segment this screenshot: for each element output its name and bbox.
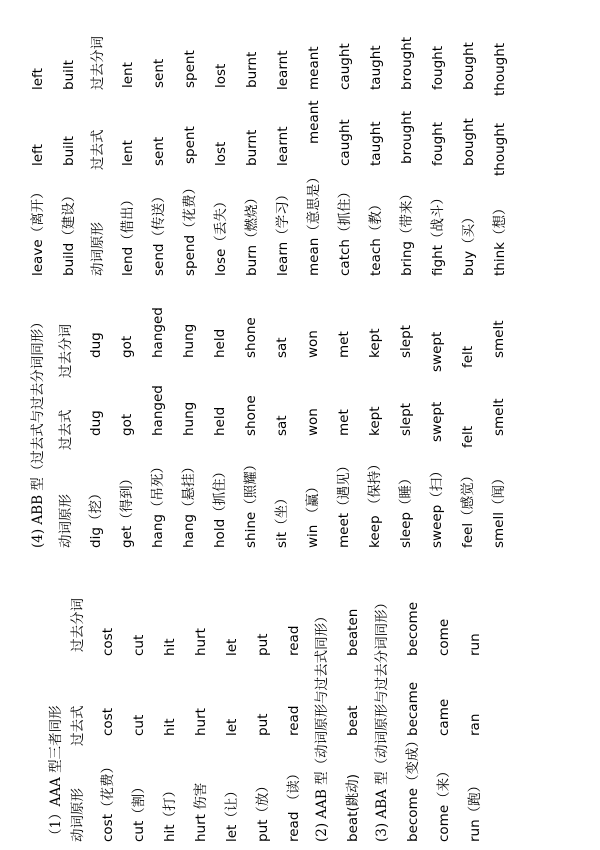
verb-past: kept (367, 406, 383, 436)
section-heading-aba: (3) ABA 型（动词原形与过去分词同形） (374, 595, 390, 842)
verb-past: thought (492, 122, 508, 176)
verb-past: lost (213, 141, 229, 166)
verb-past: lent (120, 140, 136, 166)
verb-pp: let (224, 638, 240, 656)
verb-base: hang（悬挂） (181, 460, 197, 548)
verb-pp: got (119, 335, 135, 358)
verb-past: let (224, 718, 240, 736)
verb-base: hold（抓住） (212, 464, 228, 548)
verb-base: put（放） (255, 779, 271, 842)
verb-past: cut (131, 714, 147, 736)
header-pp: 过去分词 (90, 36, 106, 90)
verb-base: burn（燃烧） (244, 191, 260, 276)
verb-base: cut（割） (131, 780, 147, 842)
verb-past: smelt (491, 398, 507, 436)
verb-base: hit（打） (162, 783, 178, 842)
verb-base: lose（丢失） (213, 194, 229, 276)
verb-base: hang（吊死） (150, 460, 166, 548)
header-base: 动词原形 (70, 788, 86, 842)
verb-pp: felt (460, 345, 476, 368)
header-past: 过去式 (90, 129, 106, 170)
verb-pp: burnt (244, 51, 260, 88)
verb-base: come（来） (436, 764, 452, 842)
verb-base: let（让） (224, 784, 240, 842)
verb-past: felt (460, 425, 476, 448)
verb-past: hit (162, 718, 178, 736)
verb-past: came (436, 698, 452, 736)
verb-pp: held (212, 328, 228, 358)
verb-past: became (405, 681, 421, 736)
verb-pp: become (405, 601, 421, 656)
verb-past: put (255, 713, 271, 736)
verb-pp: smelt (491, 320, 507, 358)
verb-pp: sat (274, 337, 290, 358)
verb-pp: hanged (150, 307, 166, 358)
verb-base: keep （保持） (367, 457, 383, 548)
verb-base: teach（教） (368, 197, 384, 276)
verb-past: left (30, 144, 46, 166)
verb-past: fought (430, 122, 446, 166)
verb-base: read （读） (286, 766, 302, 842)
verb-pp: left (30, 68, 46, 90)
header-pp: 过去分词 (58, 324, 74, 378)
verb-base: feel（感觉） (460, 468, 476, 548)
verb-base: win （赢） (305, 479, 321, 548)
verb-pp: run (467, 633, 483, 656)
verb-base: buy（买） (461, 210, 477, 276)
verb-pp: learnt (275, 50, 291, 90)
verb-past: hung (181, 401, 197, 436)
verb-past: caught (337, 119, 353, 166)
verb-pp: cut (131, 634, 147, 656)
header-past: 过去式 (58, 409, 74, 450)
verb-pp: lent (120, 62, 136, 88)
verb-base: become（变成） (405, 733, 421, 842)
verb-past: meant (306, 100, 322, 144)
verb-pp: built (61, 60, 77, 90)
verb-base: smell（闻） (491, 471, 507, 548)
verb-pp: beaten (345, 608, 361, 656)
verb-past: hanged (150, 385, 166, 436)
verb-base: meet（遇见） (336, 458, 352, 548)
verb-pp: fought (430, 46, 446, 90)
verb-past: built (61, 136, 77, 166)
verb-pp: swept (429, 331, 445, 372)
verb-pp: kept (367, 328, 383, 358)
verb-pp: come (436, 618, 452, 656)
verb-base: hurt 伤害 (193, 782, 209, 842)
verb-past: sent (151, 136, 167, 166)
verb-base: leave（离开） (30, 185, 46, 276)
verb-past: slept (398, 403, 414, 436)
verb-past: sat (274, 415, 290, 436)
verb-base: sweep（扫） (429, 464, 445, 548)
verb-past: hurt (193, 708, 209, 736)
verb-base: beat(跳动) (345, 774, 361, 842)
verb-pp: hit (162, 638, 178, 656)
verb-past: spent (182, 126, 198, 164)
verb-base: think（想） (492, 201, 508, 276)
verb-base: sleep（睡） (398, 471, 414, 548)
header-base: 动词原形 (58, 494, 74, 548)
verb-pp: bought (461, 42, 477, 90)
section-heading-aab: (2) AAB 型（动词原形与过去式同形） (314, 609, 330, 842)
verb-pp: thought (492, 42, 508, 96)
verb-past: shone (243, 395, 259, 436)
verb-base: build（建设） (61, 188, 77, 276)
verb-pp: spent (182, 50, 198, 88)
verb-base: spend（花费） (182, 180, 198, 276)
verb-pp: caught (337, 43, 353, 90)
verb-past: swept (429, 401, 445, 442)
verb-past: won (305, 408, 321, 436)
verb-pp: cost (100, 627, 116, 656)
verb-past: ran (467, 713, 483, 736)
verb-base: dig（挖） (88, 486, 104, 548)
verb-past: got (119, 413, 135, 436)
verb-base: catch（抓住） (337, 185, 353, 276)
verb-pp: hung (181, 323, 197, 358)
verb-past: beat (345, 705, 361, 736)
verb-past: brought (399, 110, 415, 164)
verb-base: lend（借出） (120, 192, 136, 276)
verb-base: send（传送） (151, 189, 167, 276)
header-base: 动词原形 (90, 222, 106, 276)
verb-pp: met (336, 331, 352, 358)
section-heading-aaa: （1）AAA 型三者同形 (48, 705, 64, 842)
verb-past: met (336, 409, 352, 436)
verb-pp: put (255, 633, 271, 656)
verb-base: fight（战斗） (430, 191, 446, 276)
verb-past: dug (88, 410, 104, 436)
verb-pp: meant (306, 46, 322, 90)
verb-past: held (212, 406, 228, 436)
verb-pp: sent (151, 58, 167, 88)
verb-past: learnt (275, 126, 291, 166)
verb-pp: won (305, 330, 321, 358)
header-past: 过去式 (70, 705, 86, 746)
verb-pp: hurt (193, 628, 209, 656)
verb-pp: brought (399, 36, 415, 90)
verb-base: bring（带来） (399, 187, 415, 276)
header-pp: 过去分词 (70, 598, 86, 652)
verb-past: taught (368, 121, 384, 166)
verb-pp: taught (368, 45, 384, 90)
verb-past: burnt (244, 129, 260, 166)
verb-past: read (286, 705, 302, 736)
verb-pp: dug (88, 332, 104, 358)
verb-base: sit（坐） (274, 491, 290, 548)
verb-pp: lost (213, 63, 229, 88)
verb-past: cost (100, 707, 116, 736)
verb-past: bought (461, 118, 477, 166)
verb-base: mean（意思是） (306, 170, 322, 276)
verb-pp: read (286, 625, 302, 656)
verb-pp: shone (243, 317, 259, 358)
verb-base: shine（照耀） (243, 457, 259, 548)
verb-base: cost（花费） (100, 759, 116, 842)
verb-base: learn（学习） (275, 187, 291, 276)
section-heading-abb: (4) ABB 型（过去式与过去分词同形） (30, 315, 46, 548)
verb-pp: slept (398, 325, 414, 358)
verb-base: run（跑） (467, 778, 483, 842)
verb-base: get（得到） (119, 471, 135, 548)
